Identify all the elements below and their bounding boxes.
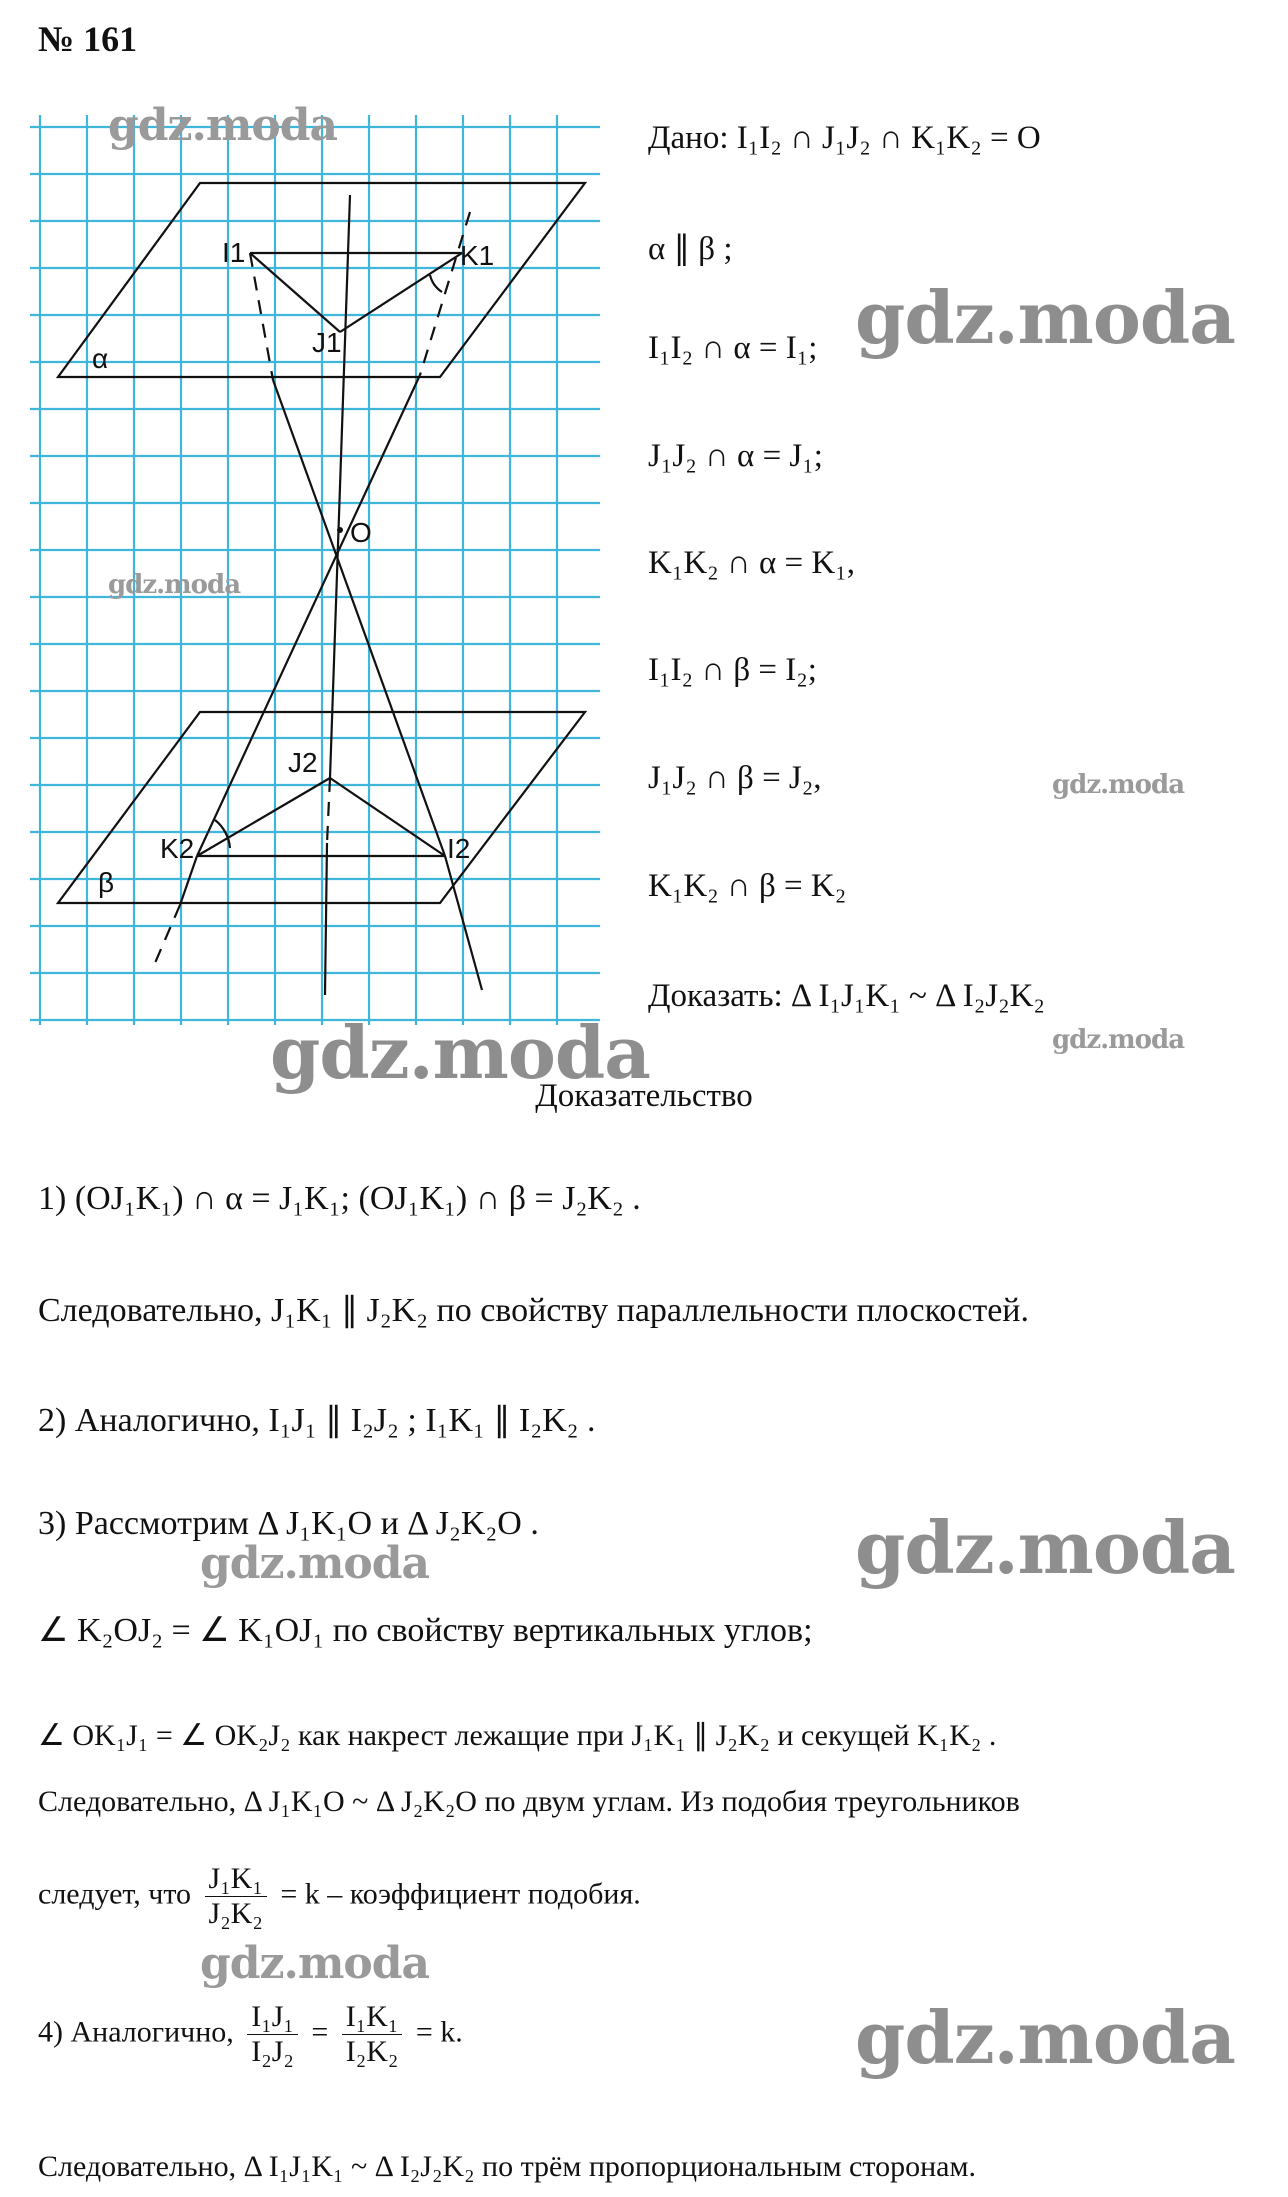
proof-step-3-alternate: ∠ OK₁J₁ = ∠ OK₂J₂ как накрест лежащие при J₁K₁ ∥ J₂K₂ и секущей K₁K₂ . xyxy=(38,1719,997,1752)
label-k2: K2 xyxy=(160,833,195,864)
proof-conclusion: Следовательно, Δ I₁J₁K₁ ~ Δ I₂J₂K₂ по трём пропорциональным сторонам. xyxy=(38,2150,976,2183)
label-i1: I1 xyxy=(222,237,246,268)
label-j1: J1 xyxy=(312,327,342,358)
proof-step-3-angles: ∠ K₂OJ₂ = ∠ K₁OJ₁ по свойству вертикальных углов; xyxy=(38,1612,813,1649)
geometry-figure xyxy=(0,0,620,1030)
label-i2: I2 xyxy=(447,833,471,864)
watermark: gdz.moda xyxy=(1052,770,1185,800)
watermark: gdz.moda xyxy=(200,1938,430,1989)
watermark: gdz.moda xyxy=(855,1505,1235,1590)
label-j2: J2 xyxy=(288,747,318,778)
given-line: I₁I₂ ∩ α = I₁; xyxy=(648,330,818,366)
watermark: gdz.moda xyxy=(200,1538,430,1589)
proof-step-4: 4) Аналогично, $\frac{\text{I₁J₁}}{\text{I₂J₂}}$ = $\frac{\text{I₁K₁}}{\text{I₂K₂}}$ = k. xyxy=(38,2000,463,2068)
watermark: gdz.moda xyxy=(108,100,338,151)
given-line: J₁J₂ ∩ β = J₂, xyxy=(648,760,822,796)
label-alpha: α xyxy=(92,343,109,374)
fraction: $\frac{\text{I₁J₁}}{\text{I₂J₂}}$ xyxy=(247,2000,298,2069)
proof-step-3-similar: Следовательно, Δ J₁K₁O ~ Δ J₂K₂O по двум углам. Из подобия треугольников xyxy=(38,1785,1020,1818)
label-k1: K1 xyxy=(460,240,495,271)
proof-step-3: 3) Рассмотрим Δ J₁K₁O и Δ J₂K₂O . xyxy=(38,1505,539,1542)
fraction: $\frac{\text{I₁K₁}}{\text{I₂K₂}}$ xyxy=(342,2000,403,2069)
given-line: Дано: I₁I₂ ∩ J₁J₂ ∩ K₁K₂ = O xyxy=(648,120,1041,156)
angle-mark-k1 xyxy=(430,275,442,292)
label-beta: β xyxy=(98,867,115,898)
proof-step-1-conclusion: Следовательно, J₁K₁ ∥ J₂K₂ по свойству параллельности плоскостей. xyxy=(38,1292,1029,1329)
given-line: K₁K₂ ∩ β = K₂ xyxy=(648,868,847,904)
watermark: gdz.moda xyxy=(270,1010,650,1095)
watermark: gdz.moda xyxy=(855,275,1235,360)
label-o: O xyxy=(350,517,372,548)
fraction: $\frac{\text{J₁K₁}}{\text{J₂K₂}}$ xyxy=(205,1862,267,1931)
watermark: gdz.moda xyxy=(855,1995,1235,2080)
watermark: gdz.moda xyxy=(108,570,241,600)
point-o xyxy=(337,527,343,533)
segment-j2-i2 xyxy=(330,778,445,856)
line-k1-k2 xyxy=(197,375,420,856)
given-line: K₁K₂ ∩ α = K₁, xyxy=(648,545,855,581)
watermark: gdz.moda xyxy=(1052,1025,1185,1055)
proof-step-1: 1) (OJ₁K₁) ∩ α = J₁K₁; (OJ₁K₁) ∩ β = J₂K₂ . xyxy=(38,1180,641,1217)
segment-j1-k1 xyxy=(340,253,462,332)
prove-statement: Доказать: Δ I₁J₁K₁ ~ Δ I₂J₂K₂ xyxy=(648,978,1045,1014)
segment-i1-j1 xyxy=(250,253,340,332)
segment-k2-j2 xyxy=(197,778,330,856)
proof-step-2: 2) Аналогично, I₁J₁ ∥ I₂J₂ ; I₁K₁ ∥ I₂K₂ . xyxy=(38,1402,596,1439)
proof-step-3-ratio: следует, что $\frac{\text{J₁K₁}}{\text{J₂K₂}}$ = k – коэффициент подобия. xyxy=(38,1862,641,1930)
line-j-extension xyxy=(327,778,330,843)
problem-number: № 161 xyxy=(38,19,138,59)
given-line: α ∥ β ; xyxy=(648,231,733,267)
given-line: J₁J₂ ∩ α = J₁; xyxy=(648,438,823,474)
proof-title: Доказательство xyxy=(535,1078,753,1114)
given-line: I₁I₂ ∩ β = I₂; xyxy=(648,652,817,688)
